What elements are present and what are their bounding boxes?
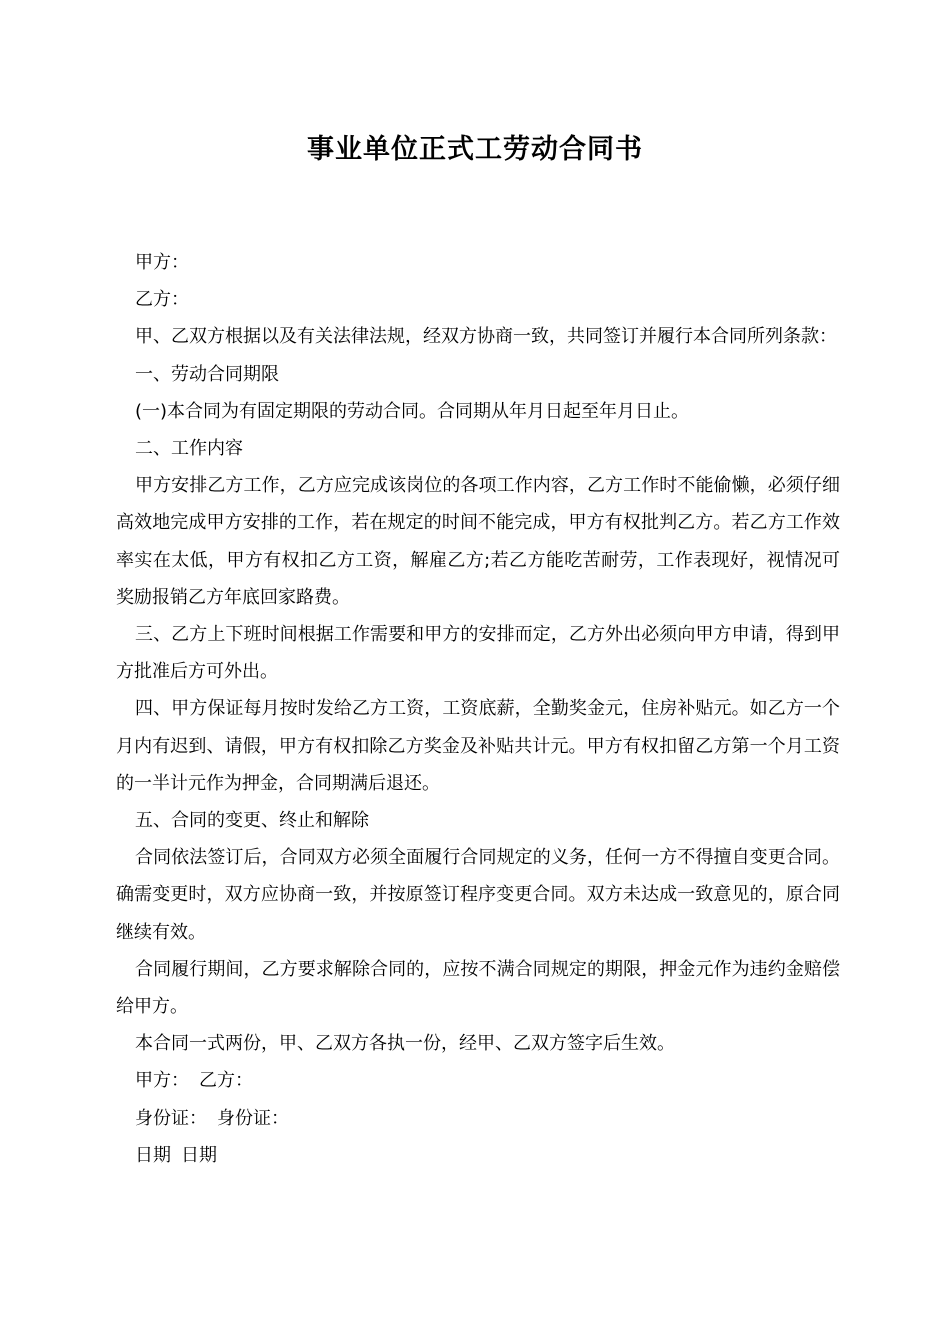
section-heading-change: 五、合同的变更、终止和解除 xyxy=(135,810,369,832)
party-a-line: 甲方： xyxy=(135,252,189,273)
signature-date-row xyxy=(116,1137,840,1174)
party-b-line: 乙方： xyxy=(135,289,189,311)
signature-id-b-label: 身份证： xyxy=(217,1107,289,1129)
term-clause: (一)本合同为有固定期限的劳动合同。合同期从年月日起至年月日止。 xyxy=(135,400,690,422)
signature-date-a-label: 日期 xyxy=(135,1144,171,1166)
signature-date-b-label: 日期 xyxy=(181,1144,217,1166)
change-clause: 合同依法签订后，合同双方必须全面履行合同规定的义务，任何一方不得擅自变更合同。确需变更时，双方应协商一致，并按原签订程序变更合同。双方未达成一致意见的，原合同继续有效。 xyxy=(116,847,840,943)
document-body xyxy=(116,244,840,1174)
preamble-paragraph: 甲、乙双方根据以及有关法律法规，经双方协商一致，共同签订并履行本合同所列条款： xyxy=(135,326,837,348)
signature-id-a-label: 身份证： xyxy=(135,1107,207,1129)
salary-clause: 四、甲方保证每月按时发给乙方工资，工资底薪，全勤奖金元，住房补贴元。如乙方一个月内有迟到、请假，甲方有权扣除乙方奖金及补贴共计元。甲方有权扣留乙方第一个月工资的一半计元作为押金，合同期满后退还。 xyxy=(116,698,840,794)
signature-party-a-label: 甲方： xyxy=(135,1070,189,1092)
termination-clause: 合同履行期间，乙方要求解除合同的，应按不满合同规定的期限，押金元作为违约金赔偿给甲方。 xyxy=(116,958,840,1018)
document-title: 事业单位正式工劳动合同书 xyxy=(307,134,643,165)
signature-id-row xyxy=(116,1100,840,1137)
section-heading-work: 二、工作内容 xyxy=(135,438,243,460)
section-heading-term: 一、劳动合同期限 xyxy=(135,363,279,385)
signature-parties-row xyxy=(116,1062,840,1099)
signature-party-b-label: 乙方： xyxy=(199,1070,253,1092)
copies-clause: 本合同一式两份，甲、乙双方各执一份，经甲、乙双方签字后生效。 xyxy=(135,1033,675,1055)
work-clause: 甲方安排乙方工作，乙方应完成该岗位的各项工作内容，乙方工作时不能偷懒，必须仔细高效地完成甲方安排的工作，若在规定的时间不能完成，甲方有权批判乙方。若乙方工作效率实在太低，甲方有权扣乙方工资，解雇乙方;若乙方能吃苦耐劳，工作表现好，视情况可奖励报销乙方年底回家路费。 xyxy=(116,475,840,608)
hours-clause: 三、乙方上下班时间根据工作需要和甲方的安排而定，乙方外出必须向甲方申请，得到甲方批准后方可外出。 xyxy=(116,624,840,683)
